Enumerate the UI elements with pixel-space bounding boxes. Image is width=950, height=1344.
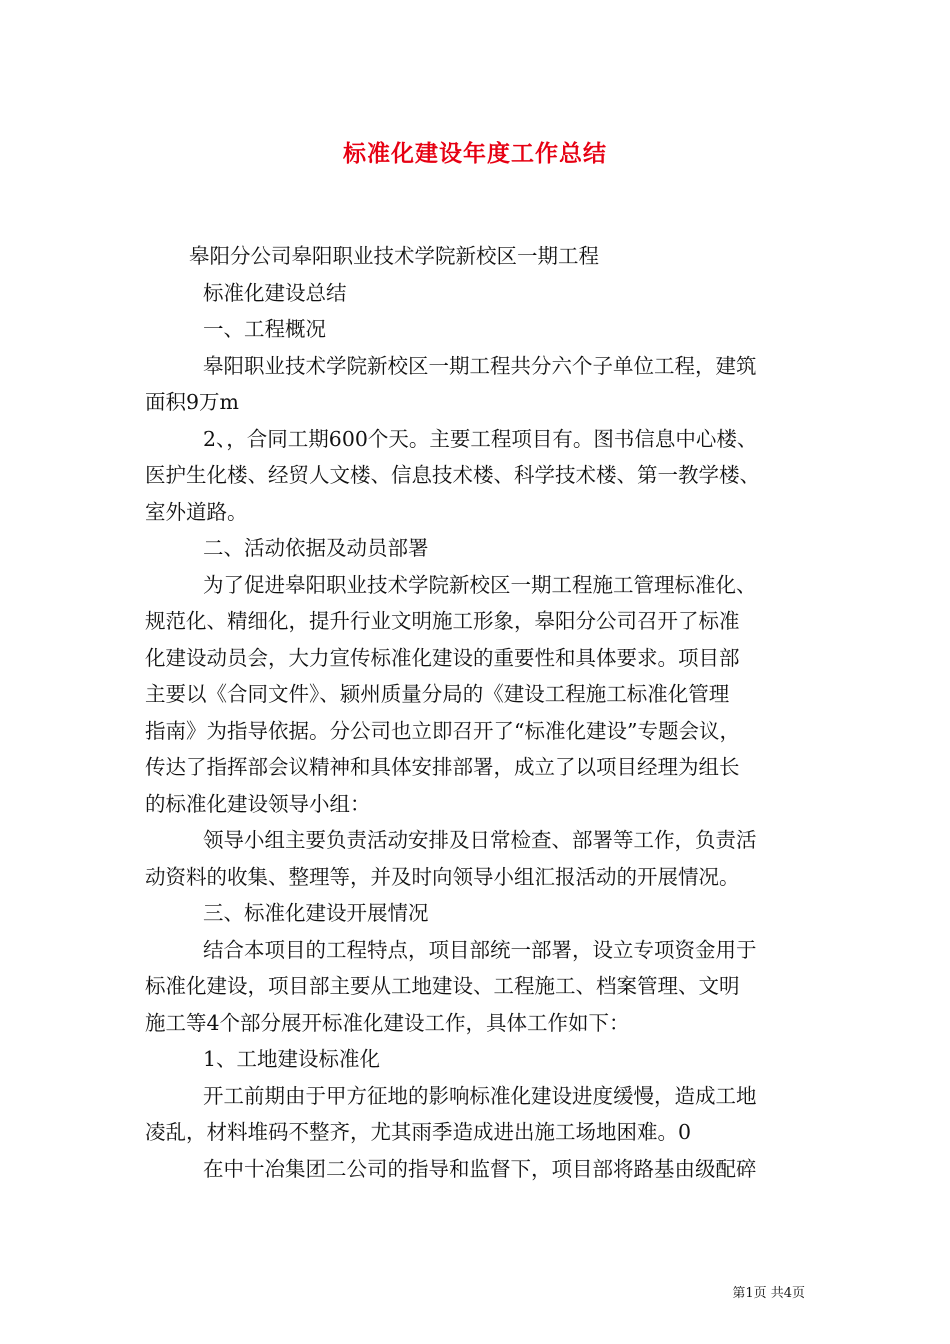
document-body	[145, 238, 825, 1187]
paragraph-line: 主要以《合同文件》、颍州质量分局的《建设工程施工标准化管理	[145, 682, 730, 706]
paragraph-line: 领导小组主要负责活动安排及日常检查、部署等工作，负责活	[203, 828, 757, 852]
paragraph-line: 皋阳分公司皋阳职业技术学院新校区一期工程	[189, 244, 599, 268]
page-number-footer: 第1页 共4页	[732, 1286, 805, 1301]
section-heading: 一、工程概况	[203, 317, 326, 341]
paragraph-line: 规范化、精细化，提升行业文明施工形象，皋阳分公司召开了标准	[145, 609, 740, 633]
paragraph-line: 皋阳职业技术学院新校区一期工程共分六个子单位工程，建筑	[203, 353, 757, 378]
section-heading: 三、标准化建设开展情况	[203, 901, 429, 925]
paragraph-line: 动资料的收集、整理等，并及时向领导小组汇报活动的开展情况。	[145, 864, 740, 889]
paragraph-line: 凌乱，材料堆码不整齐，尤其雨季造成进出施工场地困难。0	[145, 1120, 692, 1144]
paragraph-line: 室外道路。	[145, 499, 248, 524]
paragraph-line: 为了促进皋阳职业技术学院新校区一期工程施工管理标准化、	[203, 572, 757, 597]
paragraph-line: 面积9万m	[145, 390, 239, 414]
paragraph-line: 2、，合同工期600个天。主要工程项目有。图书信息中心楼、	[203, 426, 758, 451]
paragraph-line: 标准化建设，项目部主要从工地建设、工程施工、档案管理、文明	[145, 974, 740, 998]
paragraph-line: 的标准化建设领导小组：	[145, 791, 371, 816]
paragraph-line: 在中十冶集团二公司的指导和监督下，项目部将路基由级配碎	[203, 1156, 757, 1181]
paragraph-line: 标准化建设总结	[203, 280, 347, 305]
paragraph-line: 结合本项目的工程特点，项目部统一部署，设立专项资金用于	[203, 937, 757, 962]
paragraph-line: 指南》为指导依据。分公司也立即召开了“标准化建设”专题会议，	[145, 718, 740, 743]
paragraph-line: 开工前期由于甲方征地的影响标准化建设进度缓慢，造成工地	[203, 1083, 757, 1108]
paragraph-line: 化建设动员会，大力宣传标准化建设的重要性和具体要求。项目部	[145, 645, 740, 670]
paragraph-line: 医护生化楼、经贸人文楼、信息技术楼、科学技术楼、第一教学楼、	[145, 463, 760, 487]
document-title: 标准化建设年度工作总结	[343, 140, 607, 167]
paragraph-line: 传达了指挥部会议精神和具体安排部署，成立了以项目经理为组长	[145, 755, 740, 779]
section-heading: 二、活动依据及动员部署	[203, 536, 429, 560]
paragraph-line: 施工等4个部分展开标准化建设工作，具体工作如下：	[145, 1010, 630, 1035]
section-heading: 1、工地建设标准化	[203, 1047, 381, 1071]
